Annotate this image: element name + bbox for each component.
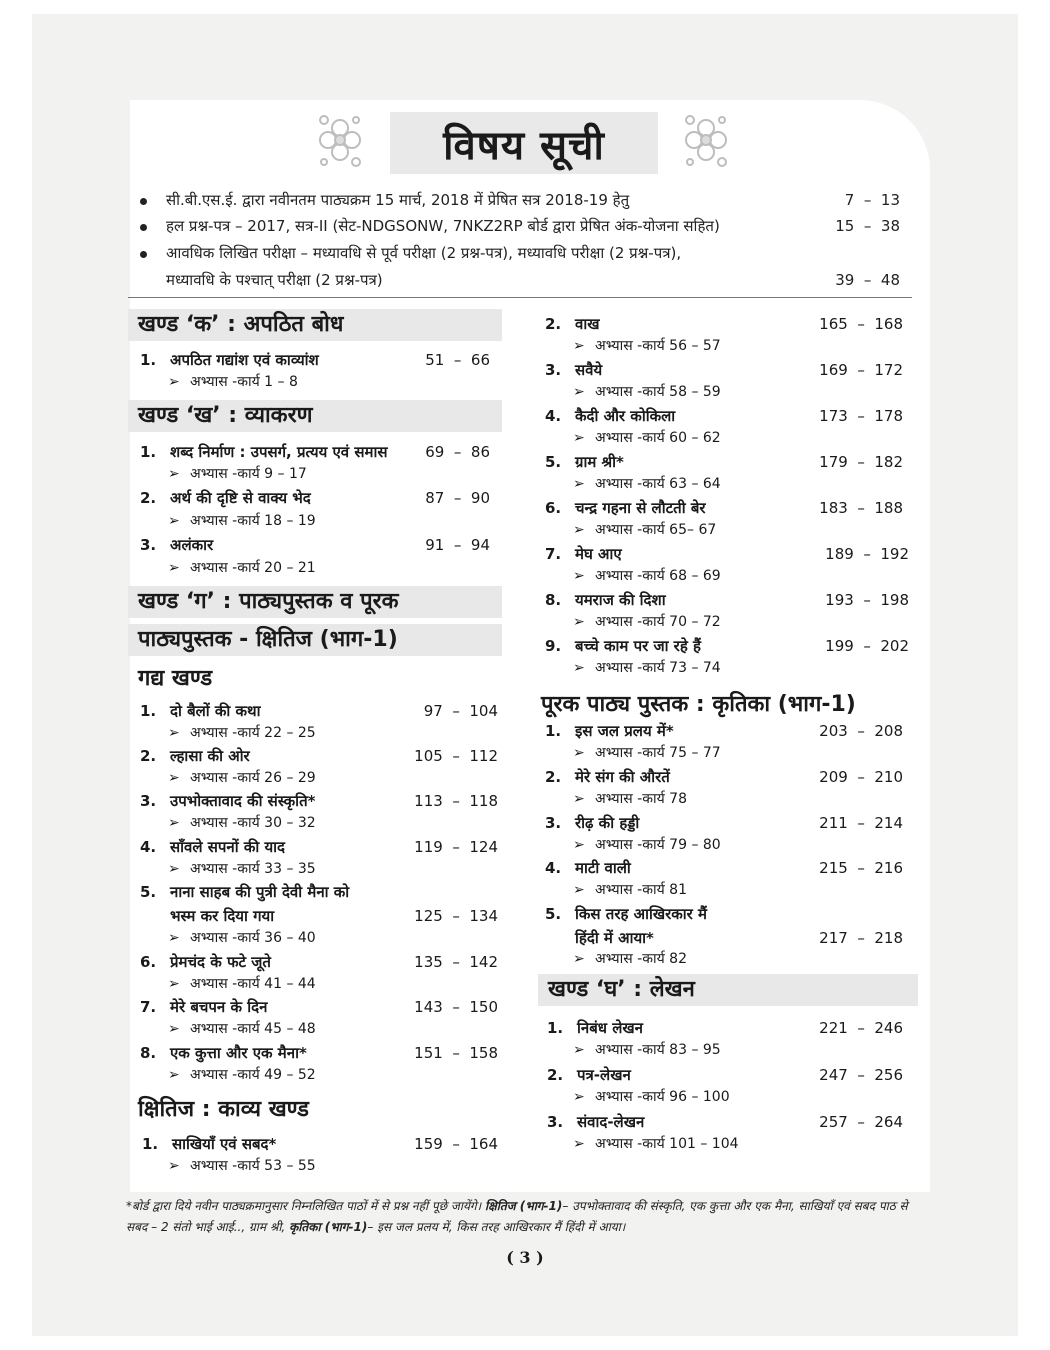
entry-title: वाख <box>575 315 600 333</box>
arrow-icon: ➢ <box>168 930 180 946</box>
exercise-line <box>573 658 721 678</box>
entry-title: अर्थ की दृष्टि से वाक्य भेद <box>170 489 311 507</box>
exercise-text: अभ्यास -कार्य 81 <box>595 882 687 898</box>
entry-number: 5. <box>545 453 562 471</box>
exercise-line <box>168 464 307 484</box>
arrow-icon: ➢ <box>573 837 585 853</box>
arrow-icon: ➢ <box>168 976 180 992</box>
section-heading-khand-gha: खण्ड ‘घ’ : लेखन <box>538 974 918 1006</box>
entry-title: माटी वाली <box>575 859 631 877</box>
footnote <box>126 1196 916 1238</box>
arrow-icon: ➢ <box>168 513 180 529</box>
entry-title: बच्चे काम पर जा रहे हैं <box>575 637 701 655</box>
entry-title: निबंध लेखन <box>577 1019 643 1037</box>
exercise-line <box>573 743 721 763</box>
arrow-icon: ➢ <box>168 770 180 786</box>
entry-number: 4. <box>140 838 157 856</box>
entry-number: 7. <box>140 998 157 1016</box>
entry-pages: 257 – 264 <box>819 1113 903 1131</box>
entry-number: 4. <box>545 859 562 877</box>
entry-title: नाना साहब की पुत्री देवी मैना को <box>170 883 350 901</box>
entry-number: 2. <box>547 1066 564 1084</box>
exercise-text: अभ्यास -कार्य 49 – 52 <box>190 1067 316 1083</box>
footnote-bold-kshitij: क्षितिज (भाग-1) <box>485 1199 563 1213</box>
entry-pages: 51 – 66 <box>425 351 490 369</box>
exercise-text: अभ्यास -कार्य 101 – 104 <box>595 1136 739 1152</box>
entry-pages: 69 – 86 <box>425 443 490 461</box>
intro-pages: 15 – 38 <box>835 217 900 235</box>
exercise-line <box>573 474 721 494</box>
entry-title: कैदी और कोकिला <box>575 407 676 425</box>
footnote-text: – उपभोक्तावाद की संस्कृति, एक कुत्ता और एक मैना, साखियाँ एवं सबद पाठ से सबद – 2 संतो भाई आई.., ग्राम श्री, <box>126 1199 908 1234</box>
exercise-line <box>573 949 687 969</box>
exercise-line <box>573 1040 721 1060</box>
entry-number: 8. <box>545 591 562 609</box>
entry-title: दो बैलों की कथा <box>170 702 261 720</box>
footnote-text: *बोर्ड द्वारा दिये नवीन पाठ्यक्रमानुसार निम्नलिखित पाठों में से प्रश्न नहीं पूछे जायेंगे। <box>126 1199 486 1213</box>
entry-pages: 165 – 168 <box>819 315 903 333</box>
entry-pages: 143 – 150 <box>414 998 498 1016</box>
entry-number: 8. <box>140 1044 157 1062</box>
arrow-icon: ➢ <box>573 384 585 400</box>
arrow-icon: ➢ <box>573 522 585 538</box>
exercise-text: अभ्यास -कार्य 1 – 8 <box>190 374 298 390</box>
entry-title: ग्राम श्री* <box>575 453 624 471</box>
entry-number: 6. <box>545 499 562 517</box>
entry-pages: 215 – 216 <box>819 859 903 877</box>
entry-title-line2: भस्म कर दिया गया <box>170 907 275 925</box>
title-banner <box>390 112 658 174</box>
bullet-icon <box>140 251 147 258</box>
exercise-line <box>573 835 721 855</box>
entry-pages: 135 – 142 <box>414 953 498 971</box>
arrow-icon: ➢ <box>168 1021 180 1037</box>
exercise-text: अभ्यास -कार्य 78 <box>595 791 687 807</box>
exercise-text: अभ्यास -कार्य 30 – 32 <box>190 815 316 831</box>
exercise-text: अभ्यास -कार्य 26 – 29 <box>190 770 316 786</box>
entry-title: संवाद-लेखन <box>577 1113 645 1131</box>
flower-ornament-icon <box>310 104 370 176</box>
intro-pages: 7 – 13 <box>844 191 900 209</box>
arrow-icon: ➢ <box>573 430 585 446</box>
exercise-line <box>168 372 298 392</box>
entry-pages: 119 – 124 <box>414 838 498 856</box>
exercise-line <box>168 859 316 879</box>
entry-title: साँवले सपनों की याद <box>170 838 286 856</box>
entry-pages: 211 – 214 <box>819 814 903 832</box>
entry-number: 1. <box>140 351 157 369</box>
entry-number: 3. <box>547 1113 564 1131</box>
exercise-text: अभ्यास -कार्य 36 – 40 <box>190 930 316 946</box>
exercise-text: अभ्यास -कार्य 53 – 55 <box>190 1158 316 1174</box>
intro-item <box>140 189 910 211</box>
entry-pages: 151 – 158 <box>414 1044 498 1062</box>
entry-number: 2. <box>545 768 562 786</box>
bullet-icon <box>140 224 147 231</box>
entry-pages: 173 – 178 <box>819 407 903 425</box>
entry-title: मेरे बचपन के दिन <box>170 998 268 1016</box>
footnote-text: – इस जल प्रलय में, किस तरह आखिरकार मैं हिंदी में आया। <box>367 1220 626 1234</box>
entry-title: अलंकार <box>170 536 214 554</box>
entry-number: 1. <box>142 1135 159 1153</box>
divider <box>128 297 912 298</box>
exercise-line <box>168 1156 316 1176</box>
exercise-text: अभ्यास -कार्य 82 <box>595 951 687 967</box>
arrow-icon: ➢ <box>168 815 180 831</box>
intro-text: सी.बी.एस.ई. द्वारा नवीनतम पाठ्यक्रम 15 मार्च, 2018 में प्रेषित सत्र 2018-19 हेतु <box>166 191 630 209</box>
flower-ornament-icon <box>676 104 736 176</box>
toc-entry <box>545 904 910 950</box>
entry-title: पत्र-लेखन <box>577 1066 631 1084</box>
entry-number: 2. <box>140 489 157 507</box>
exercise-line <box>573 428 721 448</box>
entry-title: एक कुत्ता और एक मैना* <box>170 1044 307 1062</box>
exercise-text: अभ्यास -कार्य 20 – 21 <box>190 560 316 576</box>
entry-number: 2. <box>140 747 157 765</box>
arrow-icon: ➢ <box>573 1136 585 1152</box>
exercise-text: अभ्यास -कार्य 56 – 57 <box>595 338 721 354</box>
entry-title: यमराज की दिशा <box>575 591 666 609</box>
exercise-text: अभ्यास -कार्य 45 – 48 <box>190 1021 316 1037</box>
entry-title: सवैये <box>575 361 603 379</box>
entry-number: 1. <box>140 702 157 720</box>
intro-pages: 39 – 48 <box>835 271 900 289</box>
entry-pages: 203 – 208 <box>819 722 903 740</box>
entry-pages: 183 – 188 <box>819 499 903 517</box>
arrow-icon: ➢ <box>573 568 585 584</box>
entry-pages: 159 – 164 <box>414 1135 498 1153</box>
exercise-line <box>573 336 721 356</box>
exercise-text: अभ्यास -कार्य 60 – 62 <box>595 430 721 446</box>
entry-title: उपभोक्तावाद की संस्कृति* <box>170 792 316 810</box>
arrow-icon: ➢ <box>573 476 585 492</box>
entry-number: 6. <box>140 953 157 971</box>
entry-number: 2. <box>545 315 562 333</box>
entry-pages: 189 – 192 <box>825 545 909 563</box>
intro-item <box>140 242 910 290</box>
footnote-bold-kritika: कृतिका (भाग-1) <box>289 1220 368 1234</box>
section-heading-khand-ka: खण्ड ‘क’ : अपठित बोध <box>128 309 502 341</box>
exercise-line <box>573 612 721 632</box>
entry-pages: 221 – 246 <box>819 1019 903 1037</box>
section-heading-khand-kha: खण्ड ‘ख’ : व्याकरण <box>128 400 502 432</box>
subsection-heading-gadya: गद्य खण्ड <box>138 666 213 691</box>
entry-title: अपठित गद्यांश एवं काव्यांश <box>170 351 319 369</box>
entry-number: 1. <box>547 1019 564 1037</box>
exercise-line <box>168 768 316 788</box>
subsection-heading-kavya: क्षितिज : काव्य खण्ड <box>138 1097 309 1122</box>
entry-title: इस जल प्रलय में* <box>575 722 674 740</box>
entry-pages: 169 – 172 <box>819 361 903 379</box>
entry-pages: 209 – 210 <box>819 768 903 786</box>
arrow-icon: ➢ <box>168 1067 180 1083</box>
exercise-line <box>168 1019 316 1039</box>
entry-number: 1. <box>140 443 157 461</box>
entry-title: ल्हासा की ओर <box>170 747 250 765</box>
arrow-icon: ➢ <box>168 466 180 482</box>
exercise-text: अभ्यास -कार्य 96 – 100 <box>595 1089 730 1105</box>
exercise-line <box>573 520 716 540</box>
entry-number: 3. <box>545 814 562 832</box>
subsection-heading-kshitij: पाठ्यपुस्तक - क्षितिज (भाग-1) <box>128 624 502 656</box>
arrow-icon: ➢ <box>573 951 585 967</box>
entry-number: 7. <box>545 545 562 563</box>
exercise-text: अभ्यास -कार्य 83 – 95 <box>595 1042 721 1058</box>
intro-item <box>140 215 910 237</box>
arrow-icon: ➢ <box>168 374 180 390</box>
entry-number: 4. <box>545 407 562 425</box>
arrow-icon: ➢ <box>573 882 585 898</box>
exercise-text: अभ्यास -कार्य 22 – 25 <box>190 725 316 741</box>
entry-pages: 113 – 118 <box>414 792 498 810</box>
exercise-line <box>573 789 687 809</box>
exercise-text: अभ्यास -कार्य 18 – 19 <box>190 513 316 529</box>
entry-title-line2: हिंदी में आया* <box>575 929 654 947</box>
exercise-text: अभ्यास -कार्य 33 – 35 <box>190 861 316 877</box>
intro-text: हल प्रश्न-पत्र – 2017, सत्र-II (सेट-NDGSONW, 7NKZ2RP बोर्ड द्वारा प्रेषित अंक-योजना सहित) <box>166 217 720 235</box>
entry-pages: 217 – 218 <box>819 929 903 947</box>
exercise-line <box>168 1065 316 1085</box>
exercise-line <box>168 511 316 531</box>
entry-title: चन्द्र गहना से लौटती बेर <box>575 499 706 517</box>
arrow-icon: ➢ <box>573 1042 585 1058</box>
arrow-icon: ➢ <box>168 725 180 741</box>
entry-number: 3. <box>140 536 157 554</box>
entry-number: 9. <box>545 637 562 655</box>
arrow-icon: ➢ <box>573 1089 585 1105</box>
entry-pages: 91 – 94 <box>425 536 490 554</box>
arrow-icon: ➢ <box>573 745 585 761</box>
toc-entry <box>140 882 500 928</box>
entry-pages: 105 – 112 <box>414 747 498 765</box>
entry-number: 3. <box>545 361 562 379</box>
entry-title: साखियाँ एवं सबद* <box>172 1135 277 1153</box>
entry-title: किस तरह आखिरकार मैं <box>575 905 707 923</box>
bullet-icon <box>140 198 147 205</box>
entry-pages: 87 – 90 <box>425 489 490 507</box>
exercise-text: अभ्यास -कार्य 73 – 74 <box>595 660 721 676</box>
entry-title: शब्द निर्माण : उपसर्ग, प्रत्यय एवं समास <box>170 443 388 461</box>
exercise-text: अभ्यास -कार्य 79 – 80 <box>595 837 721 853</box>
exercise-text: अभ्यास -कार्य 75 – 77 <box>595 745 721 761</box>
entry-number: 1. <box>545 722 562 740</box>
exercise-line <box>573 1134 739 1154</box>
entry-title: प्रेमचंद के फटे जूते <box>170 953 271 971</box>
arrow-icon: ➢ <box>573 660 585 676</box>
exercise-line <box>168 928 316 948</box>
exercise-line <box>168 558 316 578</box>
exercise-text: अभ्यास -कार्य 70 – 72 <box>595 614 721 630</box>
intro-text-line2: मध्यावधि के पश्चात् परीक्षा (2 प्रश्न-पत्र) <box>166 271 383 289</box>
entry-number: 5. <box>545 905 562 923</box>
entry-title: मेरे संग की औरतें <box>575 768 670 786</box>
exercise-text: अभ्यास -कार्य 68 – 69 <box>595 568 721 584</box>
section-heading-kritika: पूरक पाठ्य पुस्तक : कृतिका (भाग-1) <box>541 692 856 717</box>
arrow-icon: ➢ <box>168 1158 180 1174</box>
entry-title: रीढ़ की हड्डी <box>575 814 640 832</box>
exercise-text: अभ्यास -कार्य 9 – 17 <box>190 466 307 482</box>
entry-pages: 199 – 202 <box>825 637 909 655</box>
exercise-line <box>573 382 721 402</box>
exercise-line <box>168 813 316 833</box>
entry-pages: 247 – 256 <box>819 1066 903 1084</box>
intro-text: आवधिक लिखित परीक्षा – मध्यावधि से पूर्व परीक्षा (2 प्रश्न-पत्र), मध्यावधि परीक्षा (2 प्रश्न-पत्र), <box>166 244 682 262</box>
exercise-line <box>168 723 316 743</box>
entry-pages: 125 – 134 <box>414 907 498 925</box>
page-number: ( 3 ) <box>506 1248 544 1267</box>
entry-pages: 97 – 104 <box>423 702 498 720</box>
entry-title: मेघ आए <box>575 545 622 563</box>
exercise-text: अभ्यास -कार्य 63 – 64 <box>595 476 721 492</box>
exercise-line <box>573 566 721 586</box>
exercise-line <box>168 974 316 994</box>
entry-number: 3. <box>140 792 157 810</box>
exercise-line <box>573 1087 730 1107</box>
exercise-line <box>573 880 687 900</box>
arrow-icon: ➢ <box>168 560 180 576</box>
entry-number: 5. <box>140 883 157 901</box>
entry-pages: 193 – 198 <box>825 591 909 609</box>
arrow-icon: ➢ <box>573 338 585 354</box>
entry-pages: 179 – 182 <box>819 453 903 471</box>
exercise-text: अभ्यास -कार्य 41 – 44 <box>190 976 316 992</box>
arrow-icon: ➢ <box>573 614 585 630</box>
arrow-icon: ➢ <box>168 861 180 877</box>
page-title: विषय सूची <box>443 122 605 169</box>
exercise-text: अभ्यास -कार्य 58 – 59 <box>595 384 721 400</box>
section-heading-khand-ga: खण्ड ‘ग’ : पाठ्यपुस्तक व पूरक <box>128 586 502 618</box>
exercise-text: अभ्यास -कार्य 65– 67 <box>595 522 717 538</box>
arrow-icon: ➢ <box>573 791 585 807</box>
